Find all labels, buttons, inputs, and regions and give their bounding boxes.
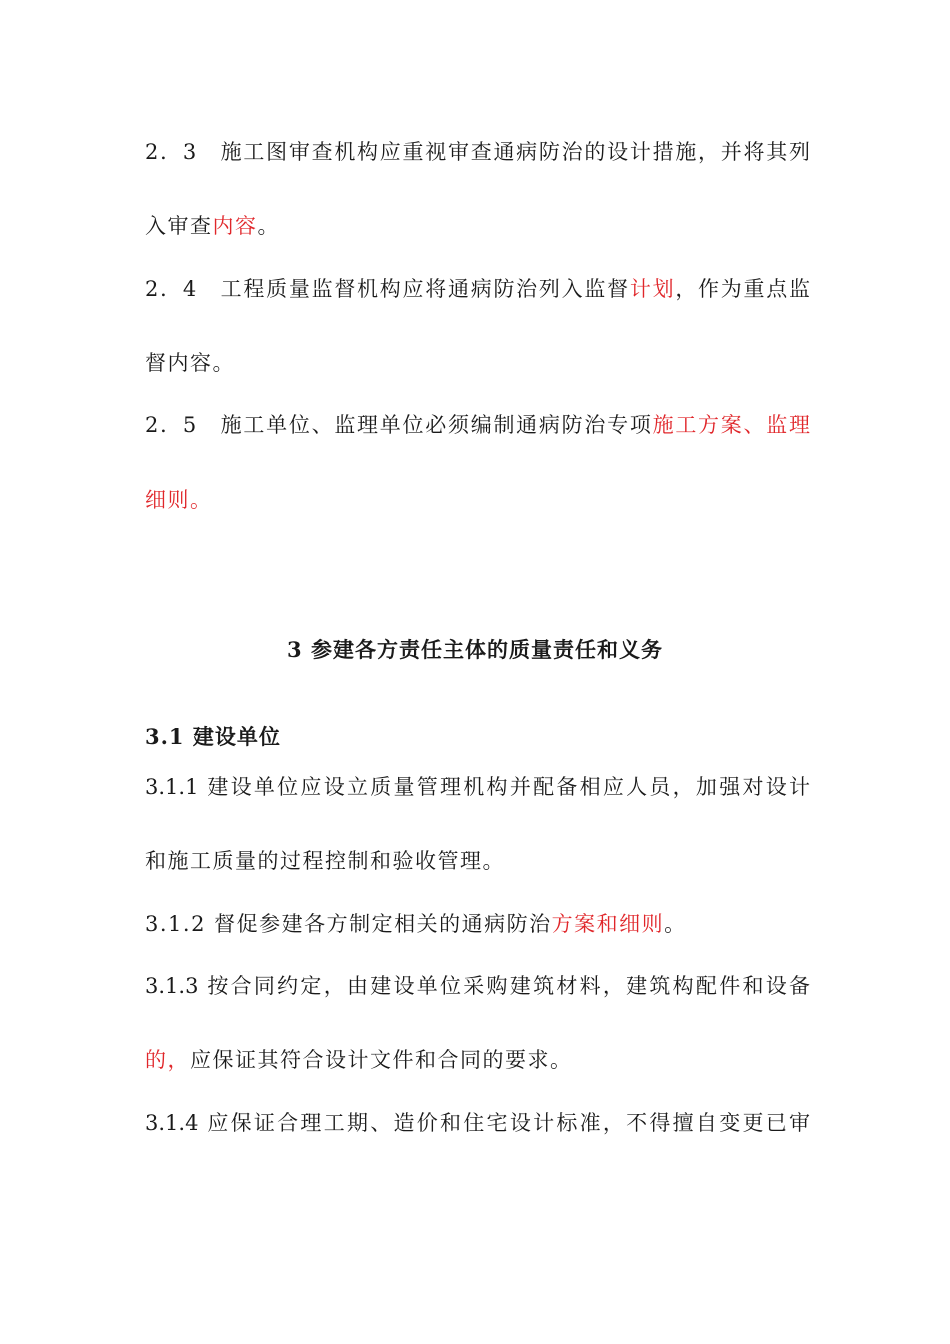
highlight-text: 计划 bbox=[629, 277, 676, 301]
clause-2-3-line-1: 2．3 施工图审查机构应重视审查通病防治的设计措施，并将其列 bbox=[145, 140, 810, 164]
clause-3-1-3-line-2: 的，应保证其符合设计文件和合同的要求。 bbox=[145, 1048, 573, 1072]
clause-3-1-2-line-1: 3.1.2 督促参建各方制定相关的通病防治方案和细则。 bbox=[145, 912, 687, 936]
clause-3-1-1-line-2: 和施工质量的过程控制和验收管理。 bbox=[145, 849, 505, 873]
clause-2-5-line-1: 2．5 施工单位、监理单位必须编制通病防治专项施工方案、监理 bbox=[145, 413, 810, 437]
highlight-text: 方案和细则 bbox=[551, 912, 665, 936]
clause-3-1-4-line-1: 3.1.4 应保证合理工期、造价和住宅设计标准，不得擅自变更已审 bbox=[145, 1111, 810, 1135]
clause-3-1-1-line-1: 3.1.1 建设单位应设立质量管理机构并配备相应人员，加强对设计 bbox=[145, 775, 810, 799]
clause-2-4-line-2: 督内容。 bbox=[145, 351, 235, 375]
highlight-text: 的， bbox=[145, 1048, 190, 1072]
highlight-text: 内容 bbox=[212, 214, 258, 238]
clause-3-1-3-line-1: 3.1.3 按合同约定，由建设单位采购建筑材料，建筑构配件和设备 bbox=[145, 974, 810, 998]
section-3-1-heading: 3.1 建设单位 bbox=[145, 724, 281, 749]
section-3-heading: 3 参建各方责任主体的质量责任和义务 bbox=[287, 637, 663, 662]
clause-2-3-line-2: 入审查内容。 bbox=[145, 214, 280, 238]
clause-2-4-line-1: 2．4 工程质量监督机构应将通病防治列入监督计划，作为重点监 bbox=[145, 277, 810, 301]
clause-2-5-line-2: 细则。 bbox=[145, 488, 213, 512]
highlight-text: 施工方案、监理 bbox=[652, 413, 810, 437]
